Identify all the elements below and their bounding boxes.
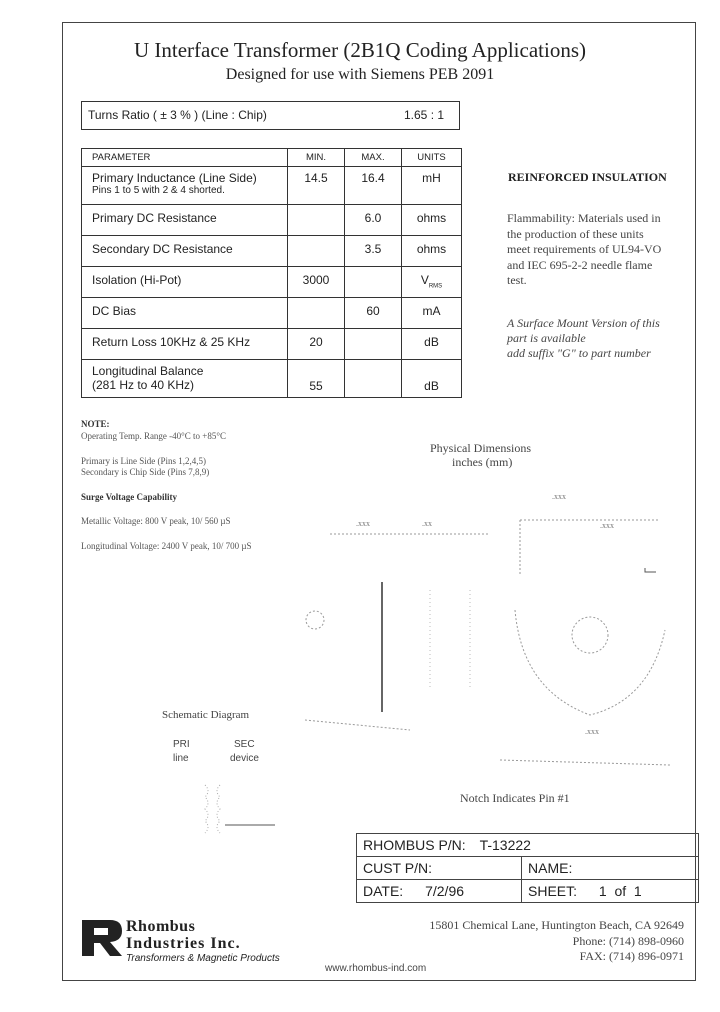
document-subtitle: Designed for use with Siemens PEB 2091: [225, 66, 495, 83]
notch-note: Notch Indicates Pin #1: [460, 791, 570, 805]
schematic-pri: PRI: [173, 739, 190, 750]
flammability-line: Flammability: Materials used in: [507, 211, 661, 225]
param-sublabel: (281 Hz to 40 KHz): [92, 378, 195, 392]
note-heading: NOTE:: [81, 419, 110, 429]
part-number-block: [356, 833, 699, 903]
flammability-line: meet requirements of UL94-VO: [507, 242, 662, 256]
header-max: MAX.: [345, 149, 402, 167]
company-tagline: Transformers & Magnetic Products: [126, 953, 280, 964]
turns-ratio-label: Turns Ratio ( ± 3 % ) (Line : Chip): [88, 108, 267, 122]
smd-note: [507, 316, 660, 361]
date-label: DATE:: [363, 883, 404, 899]
schematic-title: Schematic Diagram: [162, 709, 250, 721]
dimension-drawing: [290, 480, 690, 780]
note-secondary: Secondary is Chip Side (Pins 7,8,9): [81, 467, 210, 477]
company-phone: Phone: (714) 898-0960: [572, 934, 684, 948]
note-longitudinal: Longitudinal Voltage: 2400 V peak, 10/ 700 µS: [81, 541, 252, 551]
table-row: [82, 360, 462, 398]
pn-row: [357, 834, 699, 857]
sheet-cell: [522, 880, 699, 903]
units-cell: dB: [402, 329, 462, 360]
date-value: 7/2/96: [425, 883, 465, 899]
smd-line: add suffix "G" to part number: [507, 346, 651, 360]
units-cell: dB: [402, 360, 462, 398]
header-units: UNITS: [402, 149, 462, 167]
pn-label: RHOMBUS P/N:: [363, 837, 466, 853]
max-cell: [345, 267, 402, 298]
schematic-line: line: [173, 753, 189, 764]
date-cell: [357, 880, 522, 903]
max-cell: 6.0: [345, 205, 402, 236]
note-primary: Primary is Line Side (Pins 1,2,4,5): [81, 456, 206, 466]
header-parameter: PARAMETER: [82, 149, 288, 167]
company-fax: FAX: (714) 896-0971: [579, 949, 684, 963]
max-cell: 3.5: [345, 236, 402, 267]
dimension-label: .xxx: [356, 519, 370, 528]
param-cell: Secondary DC Resistance: [82, 236, 288, 267]
table-row: [82, 329, 462, 360]
param-cell: Return Loss 10KHz & 25 KHz: [82, 329, 288, 360]
min-cell: [288, 236, 345, 267]
document-title: U Interface Transformer (2B1Q Coding Applications): [133, 38, 586, 62]
min-cell: 3000: [288, 267, 345, 298]
table-row: [82, 267, 462, 298]
param-cell: Primary DC Resistance: [82, 205, 288, 236]
sheet-label: SHEET:: [528, 883, 578, 899]
cust-cell: CUST P/N:: [357, 857, 522, 880]
min-cell: 55: [288, 360, 345, 398]
pn-value: T-13222: [479, 837, 531, 853]
param-cell: [82, 167, 288, 205]
param-cell: [82, 360, 288, 398]
surge-heading: Surge Voltage Capability: [81, 492, 178, 502]
dimension-label: .xx: [422, 519, 432, 528]
spec-table: [81, 148, 462, 398]
dimension-label: .xxx: [552, 492, 566, 501]
smd-line: A Surface Mount Version of this: [507, 316, 660, 330]
units-cell: ohms: [402, 236, 462, 267]
turns-ratio-box: [81, 101, 460, 130]
company-website-link[interactable]: www.rhombus-ind.com: [325, 963, 427, 974]
units-cell: mH: [402, 167, 462, 205]
name-cell: NAME:: [522, 857, 699, 880]
max-cell: [345, 329, 402, 360]
param-cell: DC Bias: [82, 298, 288, 329]
param-label: Primary Inductance (Line Side): [92, 171, 257, 185]
reinforced-heading: REINFORCED INSULATION: [508, 170, 667, 184]
param-sublabel: Pins 1 to 5 with 2 & 4 shorted.: [92, 185, 225, 196]
header-min: MIN.: [288, 149, 345, 167]
min-cell: [288, 298, 345, 329]
units-subscript: RMS: [428, 283, 443, 290]
flammability-text: [507, 211, 661, 289]
note-temp: Operating Temp. Range -40°C to +85°C: [81, 431, 226, 441]
dimension-label: .xxx: [600, 521, 614, 530]
spec-header-row: [82, 149, 462, 167]
min-cell: [288, 205, 345, 236]
company-name-2: Industries Inc.: [126, 935, 241, 952]
schematic-sec: SEC: [234, 739, 255, 750]
units-cell: [402, 267, 462, 298]
table-row: [82, 205, 462, 236]
table-row: [82, 236, 462, 267]
table-row: [82, 167, 462, 205]
physical-title: Physical Dimensions: [430, 441, 531, 455]
turns-ratio-value: 1.65 : 1: [404, 108, 445, 122]
note-metallic: Metallic Voltage: 800 V peak, 10/ 560 µS: [81, 516, 231, 526]
max-cell: 60: [345, 298, 402, 329]
schematic-device: device: [230, 753, 259, 764]
cust-row: [357, 857, 699, 880]
flammability-line: the production of these units: [507, 226, 644, 241]
param-label: Longitudinal Balance: [92, 364, 204, 378]
flammability-line: test.: [507, 273, 527, 287]
company-name-1: Rhombus: [126, 918, 196, 935]
min-cell: 20: [288, 329, 345, 360]
flammability-line: and IEC 695-2-2 needle flame: [507, 257, 653, 272]
max-cell: [345, 360, 402, 398]
sheet-value: 1 of 1: [598, 883, 642, 899]
schematic-drawing: [190, 775, 290, 865]
param-cell: Isolation (Hi-Pot): [82, 267, 288, 298]
pn-cell: [357, 834, 699, 857]
min-cell: 14.5: [288, 167, 345, 205]
units-cell: mA: [402, 298, 462, 329]
units-value: V: [420, 273, 429, 287]
table-row: [82, 298, 462, 329]
smd-line: part is available: [507, 331, 586, 345]
physical-units: inches (mm): [452, 455, 513, 469]
rhombus-logo-icon: [80, 918, 124, 958]
company-address: 15801 Chemical Lane, Huntington Beach, CA 92649: [429, 918, 684, 932]
max-cell: 16.4: [345, 167, 402, 205]
date-row: [357, 880, 699, 903]
units-cell: ohms: [402, 205, 462, 236]
dimension-label: .xxx: [585, 727, 599, 736]
